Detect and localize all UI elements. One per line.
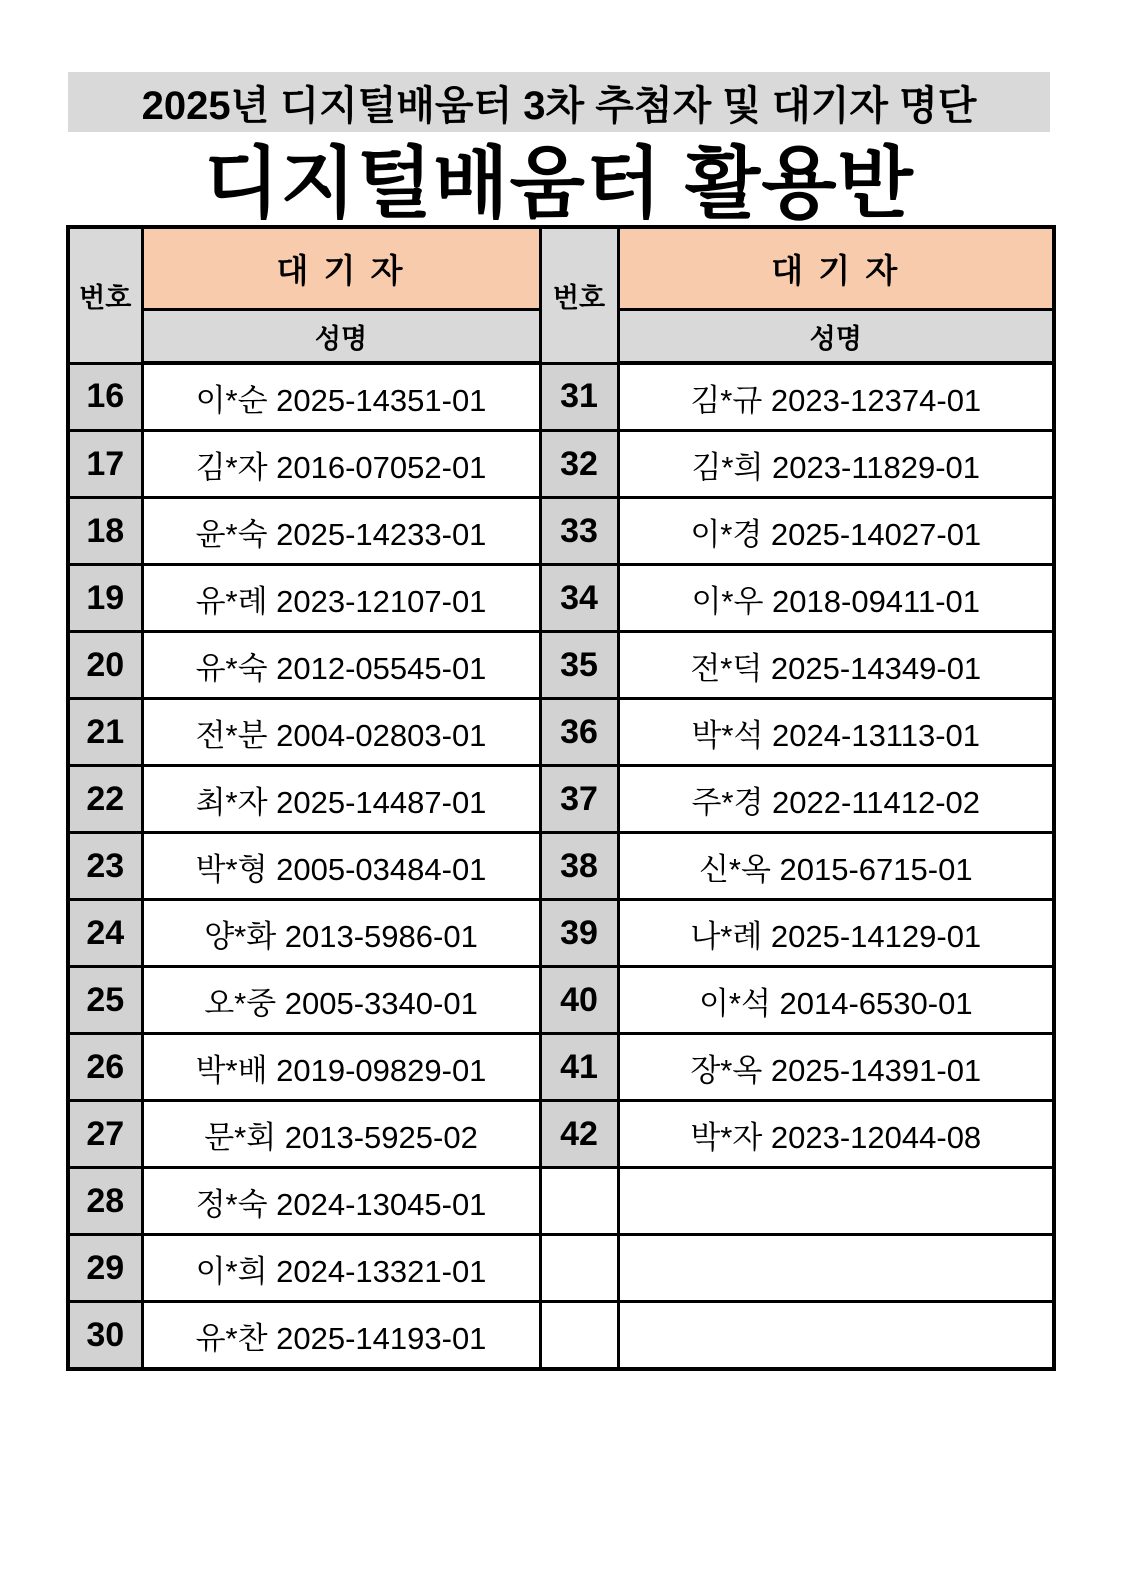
row-number-cell	[540, 1235, 618, 1302]
name-cell: 문*회 2013-5925-02	[142, 1101, 540, 1168]
table-row	[68, 833, 1054, 900]
row-number-cell: 20	[68, 632, 142, 699]
row-number-cell: 29	[68, 1235, 142, 1302]
row-number-cell: 33	[540, 498, 618, 565]
col-header-name-right: 성명	[618, 310, 1054, 364]
row-number-cell: 16	[68, 363, 142, 431]
col-header-name-left: 성명	[142, 310, 540, 364]
row-number-cell: 42	[540, 1101, 618, 1168]
name-cell	[618, 1168, 1054, 1235]
name-cell: 이*희 2024-13321-01	[142, 1235, 540, 1302]
row-number-cell: 21	[68, 699, 142, 766]
waitlist-table	[66, 225, 1056, 1371]
name-cell: 최*자 2025-14487-01	[142, 766, 540, 833]
row-number-cell: 38	[540, 833, 618, 900]
name-cell: 박*배 2019-09829-01	[142, 1034, 540, 1101]
name-cell: 박*석 2024-13113-01	[618, 699, 1054, 766]
table-row	[68, 699, 1054, 766]
name-cell: 이*우 2018-09411-01	[618, 565, 1054, 632]
name-cell	[618, 1235, 1054, 1302]
row-number-cell: 26	[68, 1034, 142, 1101]
name-cell: 이*순 2025-14351-01	[142, 363, 540, 431]
name-cell: 오*중 2005-3340-01	[142, 967, 540, 1034]
name-cell: 전*분 2004-02803-01	[142, 699, 540, 766]
name-cell: 나*례 2025-14129-01	[618, 900, 1054, 967]
name-cell: 김*희 2023-11829-01	[618, 431, 1054, 498]
name-cell: 유*찬 2025-14193-01	[142, 1302, 540, 1370]
name-cell: 박*형 2005-03484-01	[142, 833, 540, 900]
table-row	[68, 900, 1054, 967]
name-cell: 전*덕 2025-14349-01	[618, 632, 1054, 699]
row-number-cell: 27	[68, 1101, 142, 1168]
row-number-cell: 37	[540, 766, 618, 833]
row-number-cell: 23	[68, 833, 142, 900]
name-cell: 김*자 2016-07052-01	[142, 431, 540, 498]
page-title: 디지털배움터 활용반	[204, 139, 914, 227]
name-cell: 이*경 2025-14027-01	[618, 498, 1054, 565]
table-row	[68, 363, 1054, 431]
name-cell: 김*규 2023-12374-01	[618, 363, 1054, 431]
row-number-cell: 39	[540, 900, 618, 967]
row-number-cell: 24	[68, 900, 142, 967]
name-cell: 유*례 2023-12107-01	[142, 565, 540, 632]
row-number-cell: 17	[68, 431, 142, 498]
name-cell: 양*화 2013-5986-01	[142, 900, 540, 967]
table-row	[68, 1101, 1054, 1168]
row-number-cell: 19	[68, 565, 142, 632]
row-number-cell	[540, 1302, 618, 1370]
name-cell: 정*숙 2024-13045-01	[142, 1168, 540, 1235]
row-number-cell: 36	[540, 699, 618, 766]
row-number-cell: 34	[540, 565, 618, 632]
table-row	[68, 632, 1054, 699]
table-row	[68, 766, 1054, 833]
row-number-cell: 41	[540, 1034, 618, 1101]
col-header-no-right: 번호	[540, 227, 618, 363]
table-row	[68, 498, 1054, 565]
name-cell: 박*자 2023-12044-08	[618, 1101, 1054, 1168]
name-cell: 이*석 2014-6530-01	[618, 967, 1054, 1034]
row-number-cell: 22	[68, 766, 142, 833]
table-row	[68, 565, 1054, 632]
table-row	[68, 1235, 1054, 1302]
banner-title: 2025년 디지털배움터 3차 추첨자 및 대기자 명단	[68, 72, 1050, 132]
col-header-waitlist-right: 대 기 자	[618, 227, 1054, 310]
name-cell: 신*옥 2015-6715-01	[618, 833, 1054, 900]
row-number-cell: 18	[68, 498, 142, 565]
col-header-waitlist-left: 대 기 자	[142, 227, 540, 310]
row-number-cell: 40	[540, 967, 618, 1034]
row-number-cell	[540, 1168, 618, 1235]
row-number-cell: 28	[68, 1168, 142, 1235]
name-cell: 윤*숙 2025-14233-01	[142, 498, 540, 565]
row-number-cell: 31	[540, 363, 618, 431]
table-row	[68, 1302, 1054, 1370]
name-cell: 장*옥 2025-14391-01	[618, 1034, 1054, 1101]
row-number-cell: 32	[540, 431, 618, 498]
row-number-cell: 25	[68, 967, 142, 1034]
row-number-cell: 35	[540, 632, 618, 699]
table-row	[68, 967, 1054, 1034]
table-row	[68, 1034, 1054, 1101]
table-row	[68, 1168, 1054, 1235]
row-number-cell: 30	[68, 1302, 142, 1370]
table-row	[68, 431, 1054, 498]
col-header-no-left: 번호	[68, 227, 142, 363]
name-cell: 주*경 2022-11412-02	[618, 766, 1054, 833]
name-cell: 유*숙 2012-05545-01	[142, 632, 540, 699]
name-cell	[618, 1302, 1054, 1370]
table-header-row-1	[68, 227, 1054, 310]
